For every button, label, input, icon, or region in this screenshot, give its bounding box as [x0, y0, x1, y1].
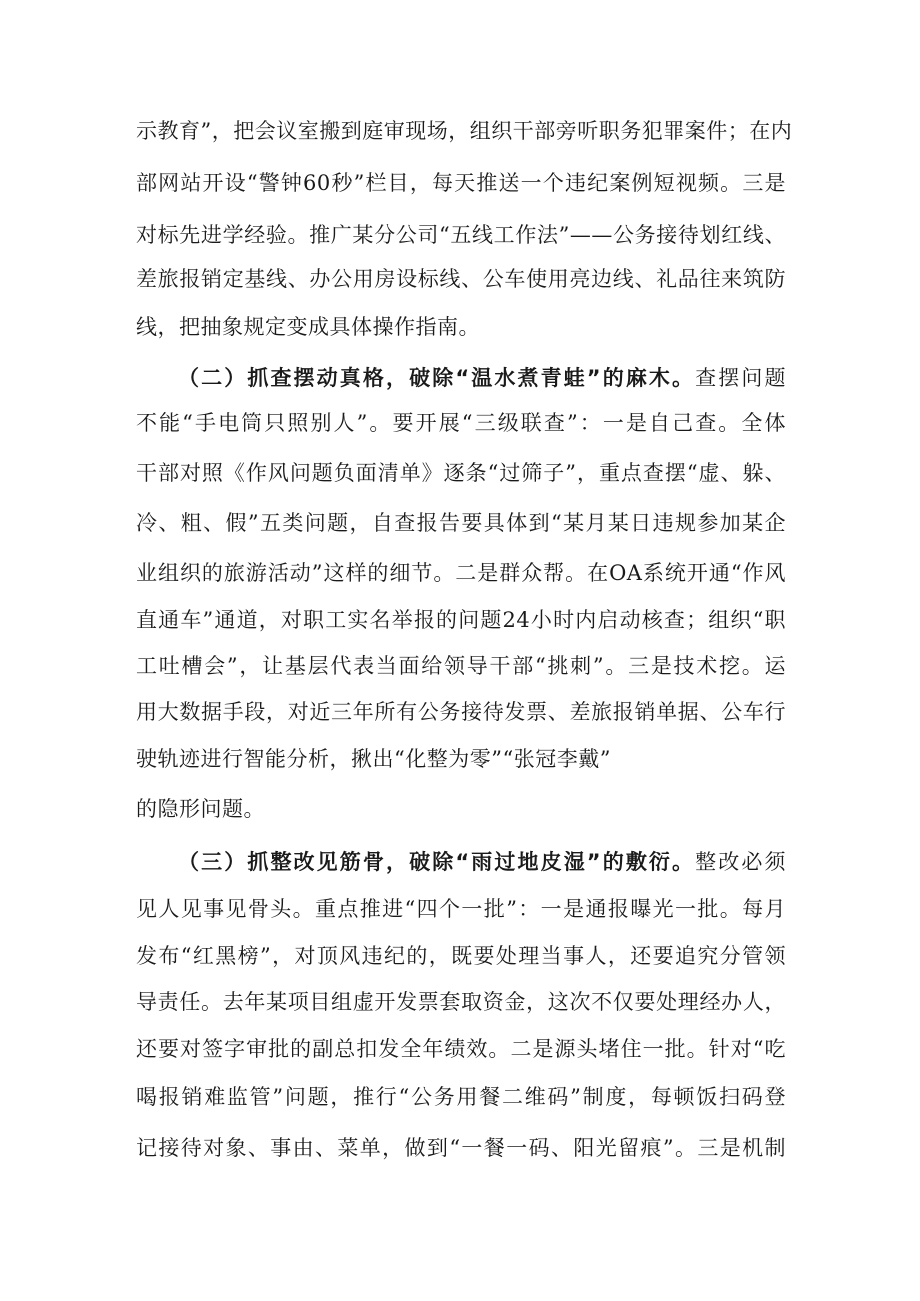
paragraph-line: 直通车”通道，对职工实名举报的问题24小时内启动核查；组织“职 [136, 608, 786, 632]
paragraph-line: 对标先进学经验。推广某分公司“五线工作法”——公务接待划红线、 [136, 223, 786, 247]
paragraph-line: 干部对照《作风问题负面清单》逐条“过筛子”，重点查摆“虚、躲、 [136, 461, 786, 485]
paragraph-line: 喝报销难监管”问题，推行“公务用餐二维码”制度，每顿饭扫码登 [136, 1085, 786, 1109]
section-2-first-tail: 查摆问题 [695, 366, 787, 390]
paragraph-line: 业组织的旅游活动”这样的细节。二是群众帮。在OA系统开通“作风 [136, 561, 786, 585]
paragraph-line: 差旅报销定基线、办公用房设标线、公车使用亮边线、礼品往来筑防 [136, 267, 786, 291]
paragraph-line: 见人见事见骨头。重点推进“四个一批”：一是通报曝光一批。每月 [136, 897, 786, 921]
paragraph-line: 工吐槽会”，让基层代表当面给领导干部“挑刺”。三是技术挖。运 [136, 654, 786, 678]
paragraph-line: 驶轨迹进行智能分析，揪出“化整为零”“张冠李戴” [136, 747, 611, 771]
paragraph-line: 示教育”，把会议室搬到庭审现场，组织干部旁听职务犯罪案件；在内 [136, 119, 793, 143]
paragraph-line: 部网站开设“警钟60秒”栏目，每天推送一个违纪案例短视频。三是 [136, 171, 786, 195]
paragraph-line: 不能“手电筒只照别人”。要开展“三级联查”：一是自己查。全体 [136, 411, 786, 435]
paragraph-line: 的隐形问题。 [136, 797, 265, 821]
section-2-first-line [178, 358, 786, 398]
paragraph-line: 记接待对象、事由、菜单，做到“一餐一码、阳光留痕”。三是机制 [136, 1136, 786, 1160]
section-2-heading: （二）抓查摆动真格，破除“温水煮青蛙”的麻木。 [178, 366, 696, 390]
paragraph-line: 导责任。去年某项目组虚开发票套取资金，这次不仅要处理经办人， [136, 990, 786, 1014]
section-3-first-tail: 整改必须 [695, 850, 787, 874]
paragraph-line: 冷、粗、假”五类问题，自查报告要具体到“某月某日违规参加某企 [136, 511, 786, 535]
paragraph-line: 线，把抽象规定变成具体操作指南。 [136, 315, 480, 339]
section-3-first-line [178, 842, 786, 882]
paragraph-line: 还要对签字审批的副总扣发全年绩效。二是源头堵住一批。针对“吃 [136, 1037, 786, 1061]
paragraph-line: 用大数据手段，对近三年所有公务接待发票、差旅报销单据、公车行 [136, 700, 786, 724]
paragraph-line: 发布“红黑榜”，对顶风违纪的，既要处理当事人，还要追究分管领 [136, 944, 786, 968]
section-3-heading: （三）抓整改见筋骨，破除“雨过地皮湿”的敷衍。 [178, 850, 696, 874]
